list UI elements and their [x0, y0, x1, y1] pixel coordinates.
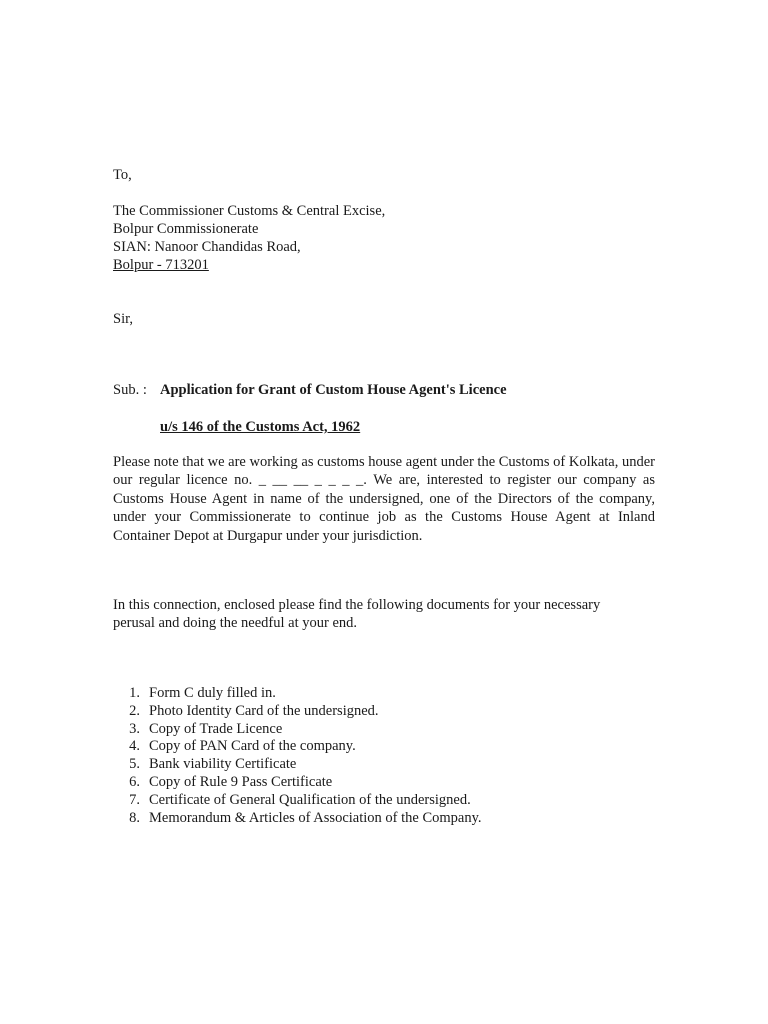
greeting: Sir,	[113, 311, 133, 327]
address-line-1: The Commissioner Customs & Central Excise,	[113, 203, 386, 219]
body-paragraph-1: Please note that we are working as customs house agent under the Customs of Kolkata, under our regular licence no. _ __ __ _ _ _ _. We are, interested to register our company as Customs House Agent in name of the undersigned, one of the Directors of the company, under your Commissionerate to continue job as the Customs House Agent at Inland Container Depot at Durgapur under your jurisdiction.	[113, 454, 656, 544]
list-item-text: Photo Identity Card of the undersigned.	[149, 702, 379, 719]
list-item-number: 2.	[129, 702, 140, 719]
list-item	[113, 703, 482, 721]
address-line-2: Bolpur Commissionerate	[113, 221, 259, 237]
list-item-text: Form C duly filled in.	[149, 685, 276, 701]
body-paragraph-2: In this connection, enclosed please find the following documents for your necessary perusal and doing the needful at your end.	[113, 597, 601, 632]
list-item	[113, 738, 482, 756]
list-item-number: 1.	[129, 685, 140, 701]
list-item-text: Copy of Rule 9 Pass Certificate	[149, 773, 333, 790]
list-item-text: Bank viability Certificate	[149, 756, 297, 773]
list-item	[113, 685, 482, 703]
list-item-number: 5.	[129, 756, 140, 773]
list-item-text: Memorandum & Articles of Association of the Company.	[149, 809, 482, 826]
list-item-text: Copy of Trade Licence	[149, 720, 283, 737]
list-item-number: 6.	[129, 773, 140, 790]
subject-label: Sub. :	[113, 382, 147, 398]
address-line-4: Bolpur - 713201	[113, 257, 209, 273]
list-item-number: 3.	[129, 720, 140, 737]
list-item-text: Certificate of General Qualification of the undersigned.	[149, 791, 471, 808]
list-item-number: 4.	[129, 738, 140, 755]
list-item	[113, 774, 482, 792]
address-line-3: SIAN: Nanoor Chandidas Road,	[113, 239, 301, 255]
documents-list	[113, 685, 482, 827]
list-item-text: Copy of PAN Card of the company.	[149, 738, 356, 755]
list-item	[113, 756, 482, 774]
list-item	[113, 792, 482, 810]
subject-line-2: u/s 146 of the Customs Act, 1962	[160, 419, 361, 435]
list-item-number: 8.	[129, 809, 140, 826]
list-item	[113, 810, 482, 828]
subject-line-1: Application for Grant of Custom House Agent's Licence	[160, 382, 507, 398]
list-item	[113, 721, 482, 739]
salutation-to: To,	[113, 167, 132, 183]
list-item-number: 7.	[129, 791, 140, 808]
